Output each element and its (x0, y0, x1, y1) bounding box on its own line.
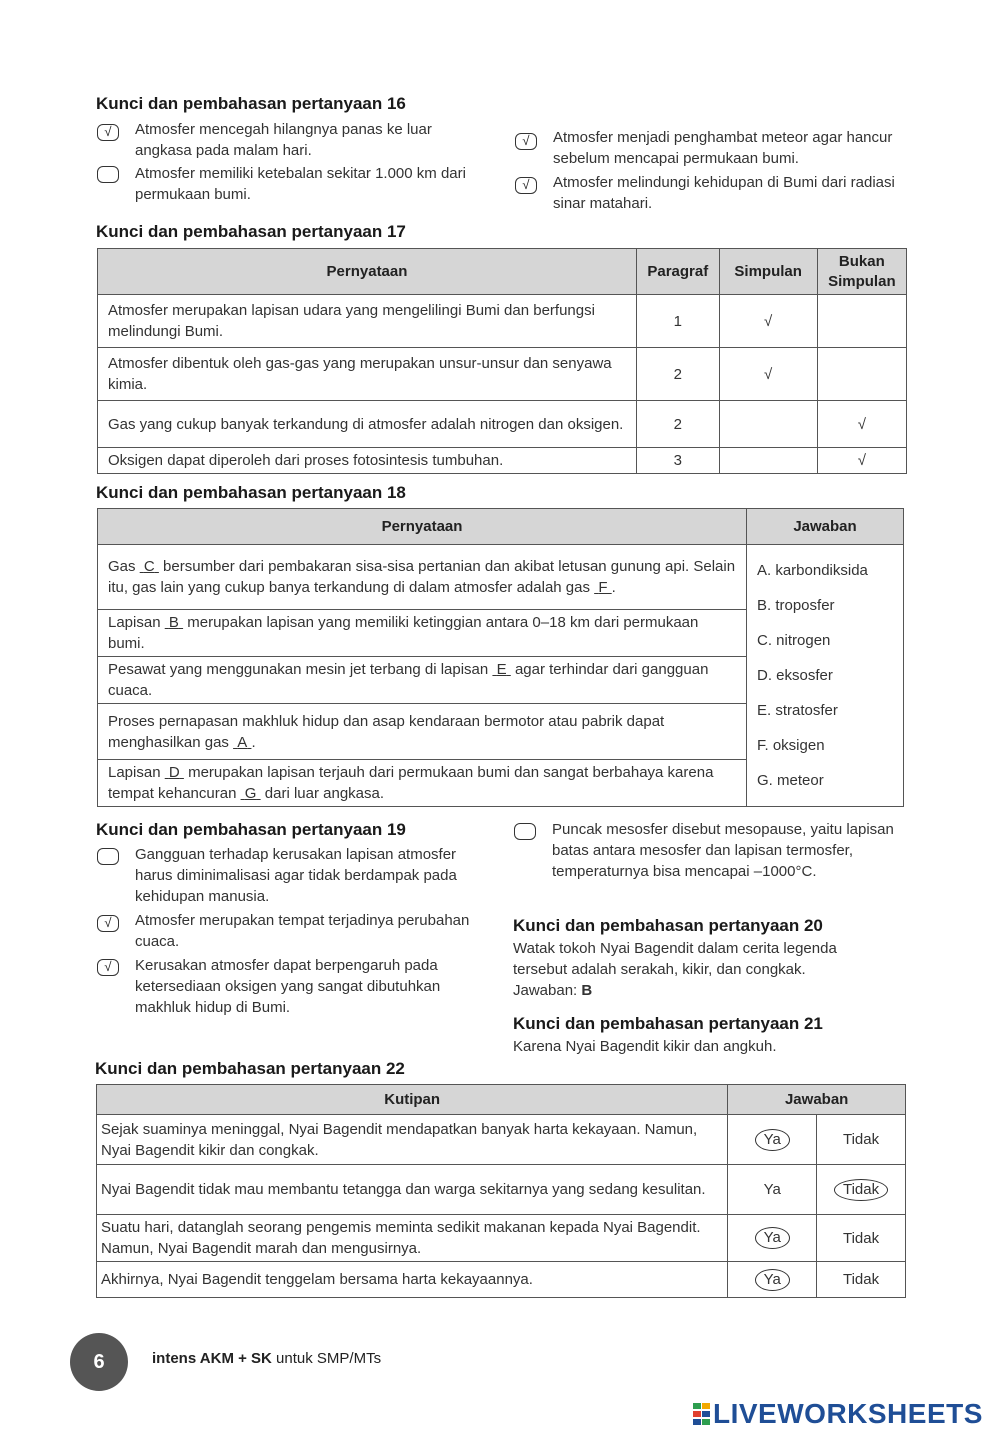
q20-title: Kunci dan pembahasan pertanyaan 20 (513, 916, 823, 935)
table-row (97, 1262, 906, 1298)
q17-paragraf: 2 (636, 401, 719, 448)
q21-title: Kunci dan pembahasan pertanyaan 21 (513, 1014, 823, 1033)
q20-answer: B (581, 982, 593, 999)
ya-option[interactable] (728, 1215, 817, 1262)
answer-option: C. nitrogen (757, 632, 831, 649)
q18-statement (98, 610, 747, 657)
answer-blank[interactable]: E (496, 661, 507, 678)
q17-bukan-simpulan[interactable]: √ (817, 401, 906, 448)
q19-option-2: Atmosfer merupakan tempat terjadinya perubahan cuaca. (135, 912, 470, 950)
q22-header-jawaban: Jawaban (728, 1085, 906, 1115)
q22-quote: Akhirnya, Nyai Bagendit tenggelam bersama harta kekayaannya. (97, 1262, 728, 1298)
q19-checkbox-3[interactable]: √ (97, 959, 119, 976)
q22-header-kutipan: Kutipan (97, 1085, 728, 1115)
q18-text: Pesawat yang menggunakan mesin jet terbang di lapisan (108, 661, 493, 678)
q18-text: Gas (108, 558, 140, 575)
q18-table (97, 508, 904, 807)
q20-explanation (513, 938, 893, 1001)
q16-checkbox-2[interactable] (97, 166, 119, 183)
q18-statement (98, 545, 747, 610)
q17-header-simpulan: Simpulan (719, 249, 817, 295)
q16-option-1: Atmosfer mencegah hilangnya panas ke luar angkasa pada malam hari. (135, 121, 432, 159)
book-title-rest: untuk SMP/MTs (271, 1350, 382, 1367)
q18-text: Lapisan (108, 614, 165, 631)
q17-simpulan[interactable] (719, 401, 817, 448)
q22-quote: Nyai Bagendit tidak mau membantu tetangga dan warga sekitarnya yang sedang kesulitan. (97, 1165, 728, 1215)
q18-answer-list-cell (747, 545, 904, 807)
tidak-option[interactable] (817, 1165, 906, 1215)
table-row (97, 1115, 906, 1165)
q17-statement: Gas yang cukup banyak terkandung di atmosfer adalah nitrogen dan oksigen. (98, 401, 637, 448)
q19-checkbox-2[interactable]: √ (97, 915, 119, 932)
table-row (98, 448, 907, 474)
q18-header-jawaban: Jawaban (747, 509, 904, 545)
q16-option-3: Atmosfer menjadi penghambat meteor agar hancur sebelum mencapai permukaan bumi. (553, 129, 893, 167)
q19-title: Kunci dan pembahasan pertanyaan 19 (96, 820, 406, 839)
answer-blank[interactable]: C (143, 558, 155, 575)
tidak-label: Tidak (842, 1131, 880, 1148)
q17-statement: Atmosfer dibentuk oleh gas-gas yang merupakan unsur-unsur dan senyawa kimia. (98, 348, 637, 401)
ya-label-circled: Ya (755, 1269, 790, 1291)
q17-header-pernyataan: Pernyataan (98, 249, 637, 295)
liveworksheets-logo[interactable] (693, 1398, 983, 1430)
answer-option: F. oksigen (757, 737, 825, 754)
page-number: 6 (70, 1333, 128, 1391)
answer-option: B. troposfer (757, 597, 835, 614)
liveworksheets-logo-icon (693, 1403, 711, 1425)
q22-quote: Sejak suaminya meninggal, Nyai Bagendit mendapatkan banyak harta kekayaan. Namun, Nyai Bagendit kikir dan congkak. (97, 1115, 728, 1165)
table-row (98, 545, 904, 610)
q22-quote: Suatu hari, datanglah seorang pengemis meminta sedikit makanan kepada Nyai Bagendit. Namun, Nyai Bagendit marah dan mengusirnya. (97, 1215, 728, 1262)
book-title-bold: intens AKM + SK (152, 1350, 272, 1367)
tidak-label: Tidak (842, 1229, 880, 1247)
answer-blank[interactable]: F (598, 579, 608, 596)
q17-table (97, 248, 907, 474)
q19-checkbox-4[interactable] (514, 823, 536, 840)
q19-option-4: Puncak mesosfer disebut mesopause, yaitu lapisan batas antara mesosfer dan lapisan termosfer, temperaturnya bisa mencapai –1000°C. (552, 821, 894, 880)
q17-simpulan[interactable]: √ (719, 348, 817, 401)
q17-paragraf: 1 (636, 295, 719, 348)
q18-text: merupakan lapisan terjauh dari permukaan bumi dan sangat berbahaya karena tempat kehancuran (108, 764, 714, 802)
q22-title: Kunci dan pembahasan pertanyaan 22 (95, 1059, 405, 1078)
q18-text: . (611, 579, 616, 596)
answer-blank[interactable]: B (168, 614, 179, 631)
q16-option-4: Atmosfer melindungi kehidupan di Bumi dari radiasi sinar matahari. (553, 174, 895, 212)
tidak-label-circled: Tidak (834, 1179, 888, 1201)
q18-text: dari luar angkasa. (260, 785, 385, 802)
table-row (97, 1165, 906, 1215)
q17-simpulan[interactable] (719, 448, 817, 474)
q17-paragraf: 2 (636, 348, 719, 401)
q16-checkbox-4[interactable]: √ (515, 177, 537, 194)
answer-blank[interactable]: G (244, 785, 257, 802)
q21-explanation: Karena Nyai Bagendit kikir dan angkuh. (513, 1038, 777, 1055)
q17-paragraf: 3 (636, 448, 719, 474)
answer-blank[interactable]: A (237, 733, 248, 751)
ya-label-circled: Ya (755, 1227, 790, 1249)
q19-checkbox-1[interactable] (97, 848, 119, 865)
table-row (98, 401, 907, 448)
q18-text: bersumber dari pembakaran sisa-sisa pertanian dan akibat letusan gunung api. Selain itu, gas lain yang cukup banya terkandung di dalam atmosfer adalah gas (108, 558, 736, 596)
answer-option: A. karbondiksida (757, 562, 868, 579)
q19-option-1: Gangguan terhadap kerusakan lapisan atmosfer harus diminimalisasi agar tidak berdampak pada kehidupan manusia. (135, 846, 457, 905)
q16-checkbox-1[interactable]: √ (97, 124, 119, 141)
ya-option[interactable] (728, 1115, 817, 1165)
q16-checkbox-3[interactable]: √ (515, 133, 537, 150)
q18-text: merupakan lapisan yang memiliki ketinggian antara 0–18 km dari permukaan bumi. (108, 614, 699, 652)
q17-statement: Oksigen dapat diperoleh dari proses fotosintesis tumbuhan. (98, 448, 637, 474)
table-row (98, 348, 907, 401)
table-row (97, 1215, 906, 1262)
q17-statement: Atmosfer merupakan lapisan udara yang mengelilingi Bumi dan berfungsi melindungi Bumi. (98, 295, 637, 348)
q18-statement (98, 704, 747, 760)
ya-option[interactable] (728, 1165, 817, 1215)
q17-bukan-simpulan[interactable] (817, 348, 906, 401)
answer-blank[interactable]: D (168, 764, 180, 781)
q18-text: Lapisan (108, 764, 165, 781)
q17-title: Kunci dan pembahasan pertanyaan 17 (96, 222, 406, 241)
ya-label-circled: Ya (755, 1129, 790, 1151)
q19-option-3: Kerusakan atmosfer dapat berpengaruh pada ketersediaan oksigen yang sangat dibutuhkan makhluk hidup di Bumi. (135, 957, 441, 1016)
q18-text: Proses pernapasan makhluk hidup dan asap kendaraan bermotor atau pabrik dapat menghasilkan gas (108, 712, 665, 751)
q18-statement (98, 760, 747, 807)
q17-header-bukan-simpulan: Bukan Simpulan (817, 249, 906, 295)
q16-title: Kunci dan pembahasan pertanyaan 16 (96, 94, 406, 113)
q18-statement (98, 657, 747, 704)
answer-option: D. eksosfer (757, 667, 833, 684)
q17-simpulan[interactable]: √ (719, 295, 817, 348)
q18-header-pernyataan: Pernyataan (98, 509, 747, 545)
q17-bukan-simpulan[interactable]: √ (817, 448, 906, 474)
tidak-label: Tidak (842, 1271, 880, 1288)
q16-option-2: Atmosfer memiliki ketebalan sekitar 1.000 km dari permukaan bumi. (135, 165, 466, 203)
answer-option: E. stratosfer (757, 702, 838, 719)
tidak-option[interactable] (817, 1215, 906, 1262)
tidak-option[interactable] (817, 1115, 906, 1165)
q17-header-paragraf: Paragraf (636, 249, 719, 295)
q22-table (96, 1084, 906, 1298)
ya-option[interactable] (728, 1262, 817, 1298)
ya-label: Ya (763, 1181, 781, 1198)
tidak-option[interactable] (817, 1262, 906, 1298)
q17-bukan-simpulan[interactable] (817, 295, 906, 348)
logo-text: LIVEWORKSHEETS (713, 1398, 983, 1429)
answer-option: G. meteor (757, 772, 824, 789)
book-title (152, 1350, 381, 1367)
q18-text: agar terhindar dari gangguan cuaca. (108, 661, 709, 699)
table-row (98, 295, 907, 348)
q20-answer-label: Jawaban: (513, 982, 582, 999)
q20-text: Watak tokoh Nyai Bagendit dalam cerita legenda tersebut adalah serakah, kikir, dan congkak. (513, 940, 837, 978)
q18-text: . (251, 733, 256, 751)
q18-title: Kunci dan pembahasan pertanyaan 18 (96, 483, 406, 502)
